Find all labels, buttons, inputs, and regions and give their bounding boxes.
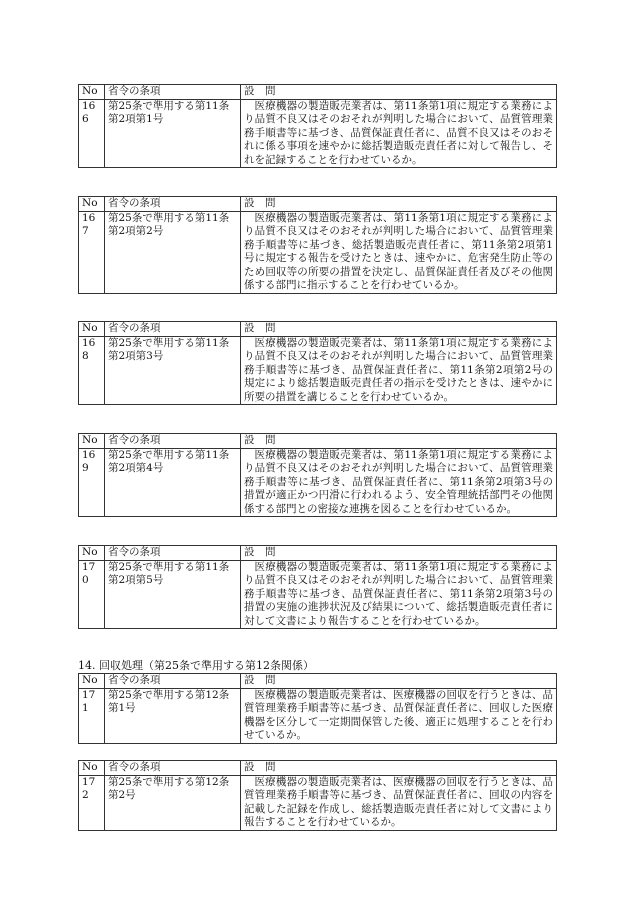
header-article: 省令の条項 [105,761,241,776]
question-table-172 [78,760,557,831]
row-number: 166 [79,99,105,168]
row-question: 医療機器の製造販売業者は、医療機器の回収を行うときは、品質管理業務手順書等に基づき、品質保証責任者に、回収の内容を記載した記録を作成し、総括製造販売責任者に対して文書により報告することを行わせているか。 [241,775,557,830]
row-number: 167 [79,211,105,293]
table-header [79,322,557,337]
header-no: No [79,761,105,776]
header-question: 設 問 [241,85,557,100]
header-question: 設 問 [241,197,557,212]
header-no: No [79,546,105,561]
header-no: No [79,322,105,337]
row-number: 168 [79,336,105,405]
table-header [79,674,557,689]
header-article: 省令の条項 [105,546,241,561]
row-article: 第25条で準用する第11条第2項第2号 [105,211,241,293]
table-header [79,761,557,776]
row-article: 第25条で準用する第11条第2項第4号 [105,448,241,517]
row-question: 医療機器の製造販売業者は、第11条第1項に規定する業務により品質不良又はそのおそれが判明した場合において、品質管理業務手順書等に基づき、品質保証責任者に、第11条第2項第3号の措置の実施の進捗状況及び結果について、総括製造販売責任者に対して文書により報告することを行わせているか。 [241,560,557,629]
header-question: 設 問 [241,322,557,337]
question-table-167 [78,196,557,294]
question-table-168 [78,321,557,405]
table-header [79,85,557,100]
table-row [79,448,557,517]
header-question: 設 問 [241,546,557,561]
row-question: 医療機器の製造販売業者は、第11条第1項に規定する業務により品質不良又はそのおそれが判明した場合において、品質管理業務手順書等に基づき、品質保証責任者に、第11条第2項第3号の措置が適正かつ円滑に行われるよう、安全管理統括部門その他関係する部門との密接な連携を図ることを行わせているか。 [241,448,557,517]
table-row [79,211,557,293]
row-number: 170 [79,560,105,629]
row-number: 171 [79,688,105,743]
row-question: 医療機器の製造販売業者は、第11条第1項に規定する業務により品質不良又はそのおそれが判明した場合において、品質管理業務手順書等に基づき、品質保証責任者に、品質不良又はそのおそれに係る事項を速やかに総括製造販売責任者に対して報告し、それを記録することを行わせているか。 [241,99,557,168]
header-article: 省令の条項 [105,674,241,689]
row-article: 第25条で準用する第11条第2項第1号 [105,99,241,168]
header-no: No [79,85,105,100]
row-article: 第25条で準用する第12条第1号 [105,688,241,743]
question-table-171 [78,673,557,744]
row-question: 医療機器の製造販売業者は、医療機器の回収を行うときは、品質管理業務手順書等に基づき、品質保証責任者に、回収した医療機器を区分して一定期間保管した後、適正に処理することを行わせているか。 [241,688,557,743]
header-no: No [79,197,105,212]
section-title: 14. 回収処理（第25条で準用する第12条関係） [78,659,314,672]
header-question: 設 問 [241,434,557,449]
header-article: 省令の条項 [105,322,241,337]
row-question: 医療機器の製造販売業者は、第11条第1項に規定する業務により品質不良又はそのおそれが判明した場合において、品質管理業務手順書等に基づき、品質保証責任者に、第11条第2項第2号の規定により総括製造販売責任者の指示を受けたときは、速やかに所要の措置を講じることを行わせているか。 [241,336,557,405]
row-number: 169 [79,448,105,517]
table-header [79,197,557,212]
header-no: No [79,674,105,689]
header-article: 省令の条項 [105,434,241,449]
table-row [79,99,557,168]
header-question: 設 問 [241,761,557,776]
row-number: 172 [79,775,105,830]
row-article: 第25条で準用する第11条第2項第5号 [105,560,241,629]
header-no: No [79,434,105,449]
row-article: 第25条で準用する第11条第2項第3号 [105,336,241,405]
table-row [79,336,557,405]
question-table-170 [78,545,557,629]
table-header [79,434,557,449]
table-row [79,560,557,629]
table-row [79,688,557,743]
header-article: 省令の条項 [105,197,241,212]
table-header [79,546,557,561]
question-table-166 [78,84,557,168]
header-question: 設 問 [241,674,557,689]
row-question: 医療機器の製造販売業者は、第11条第1項に規定する業務により品質不良又はそのおそれが判明した場合において、品質管理業務手順書等に基づき、総括製造販売責任者に、第11条第2項第1号に規定する報告を受けたときは、速やかに、危害発生防止等のため回収等の所要の措置を決定し、品質保証責任者及びその他関係する部門に指示することを行わせているか。 [241,211,557,293]
header-article: 省令の条項 [105,85,241,100]
table-row [79,775,557,830]
question-table-169 [78,433,557,517]
row-article: 第25条で準用する第12条第2号 [105,775,241,830]
